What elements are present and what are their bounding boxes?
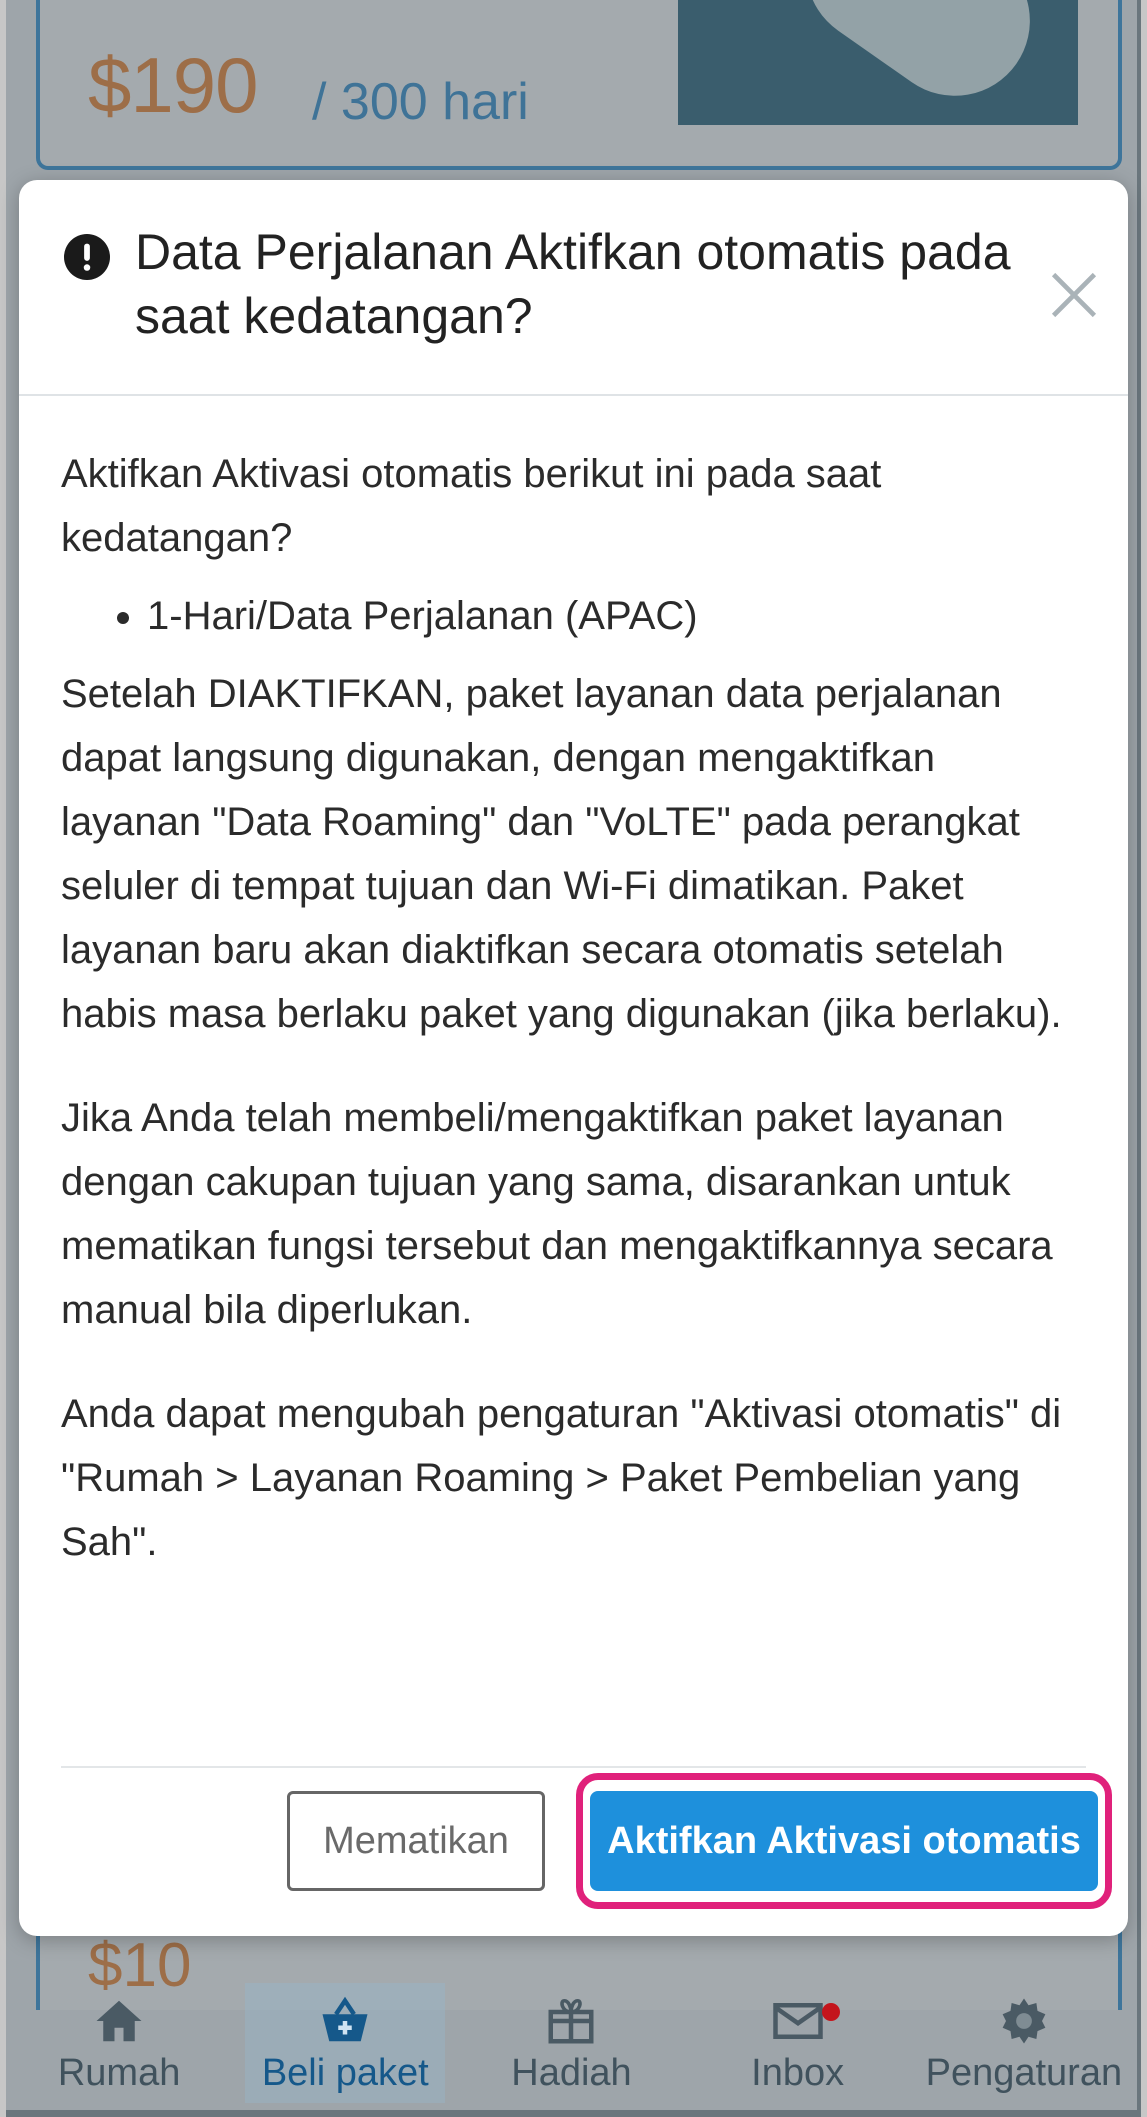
nav-item-hadiah[interactable]	[471, 1983, 671, 2103]
home-icon	[92, 1994, 146, 2048]
dialog-header	[19, 180, 1128, 396]
recommendation-paragraph: Jika Anda telah membeli/mengaktifkan paket layanan dengan cakupan tujuan yang sama, disarankan untuk mematikan fungsi tersebut dan mengaktifkannya secara manual bila diperlukan.	[61, 1096, 1053, 1332]
activation-paragraph: Setelah DIAKTIFKAN, paket layanan data perjalanan dapat langsung digunakan, dengan mengaktifkan layanan "Data Roaming" dan "VoLTE" pada perangkat seluler di tempat tujuan dan Wi-Fi dimatikan. Paket layanan baru akan diaktifkan secara otomatis setelah habis masa berlaku paket yang digunakan (jika berlaku).	[61, 672, 1062, 1036]
right-edge	[1141, 0, 1147, 2117]
gift-icon	[544, 1994, 598, 2048]
auto-activation-dialog	[19, 180, 1128, 1936]
settings-paragraph: Anda dapat mengubah pengaturan "Aktivasi otomatis" di "Rumah > Layanan Roaming > Paket Pembelian yang Sah".	[61, 1392, 1062, 1564]
basket-icon	[318, 1994, 372, 2048]
nav-item-pengaturan[interactable]	[924, 1983, 1124, 2103]
footer-divider	[61, 1766, 1086, 1768]
enable-auto-activation-button[interactable]: Aktifkan Aktivasi otomatis	[590, 1791, 1098, 1891]
nav-item-inbox[interactable]	[698, 1983, 898, 2103]
nav-item-beli-paket[interactable]	[245, 1983, 445, 2103]
dialog-body	[61, 442, 1081, 1574]
bottom-nav	[6, 1975, 1137, 2110]
alert-circle-icon	[64, 234, 110, 280]
gear-icon	[997, 1994, 1051, 2048]
nav-label: Beli paket	[261, 2051, 429, 2094]
plan-list	[61, 584, 1081, 648]
plan-list-item: • 1-Hari/Data Perjalanan (APAC)	[147, 584, 1081, 648]
nav-item-rumah[interactable]	[19, 1983, 219, 2103]
close-icon[interactable]	[1039, 260, 1109, 330]
dialog-title: Data Perjalanan Aktifkan otomatis pada saat kedatangan?	[135, 224, 1011, 344]
left-edge	[0, 0, 6, 2117]
nav-label: Rumah	[57, 2051, 181, 2094]
notification-dot	[822, 2003, 840, 2021]
mail-icon	[771, 1994, 825, 2048]
nav-label: Pengaturan	[925, 2051, 1123, 2094]
turn-off-button[interactable]: Mematikan	[287, 1791, 545, 1891]
nav-label: Hadiah	[511, 2051, 632, 2094]
dialog-intro: Aktifkan Aktivasi otomatis berikut ini pada saat kedatangan?	[61, 452, 882, 560]
nav-label: Inbox	[751, 2051, 845, 2094]
